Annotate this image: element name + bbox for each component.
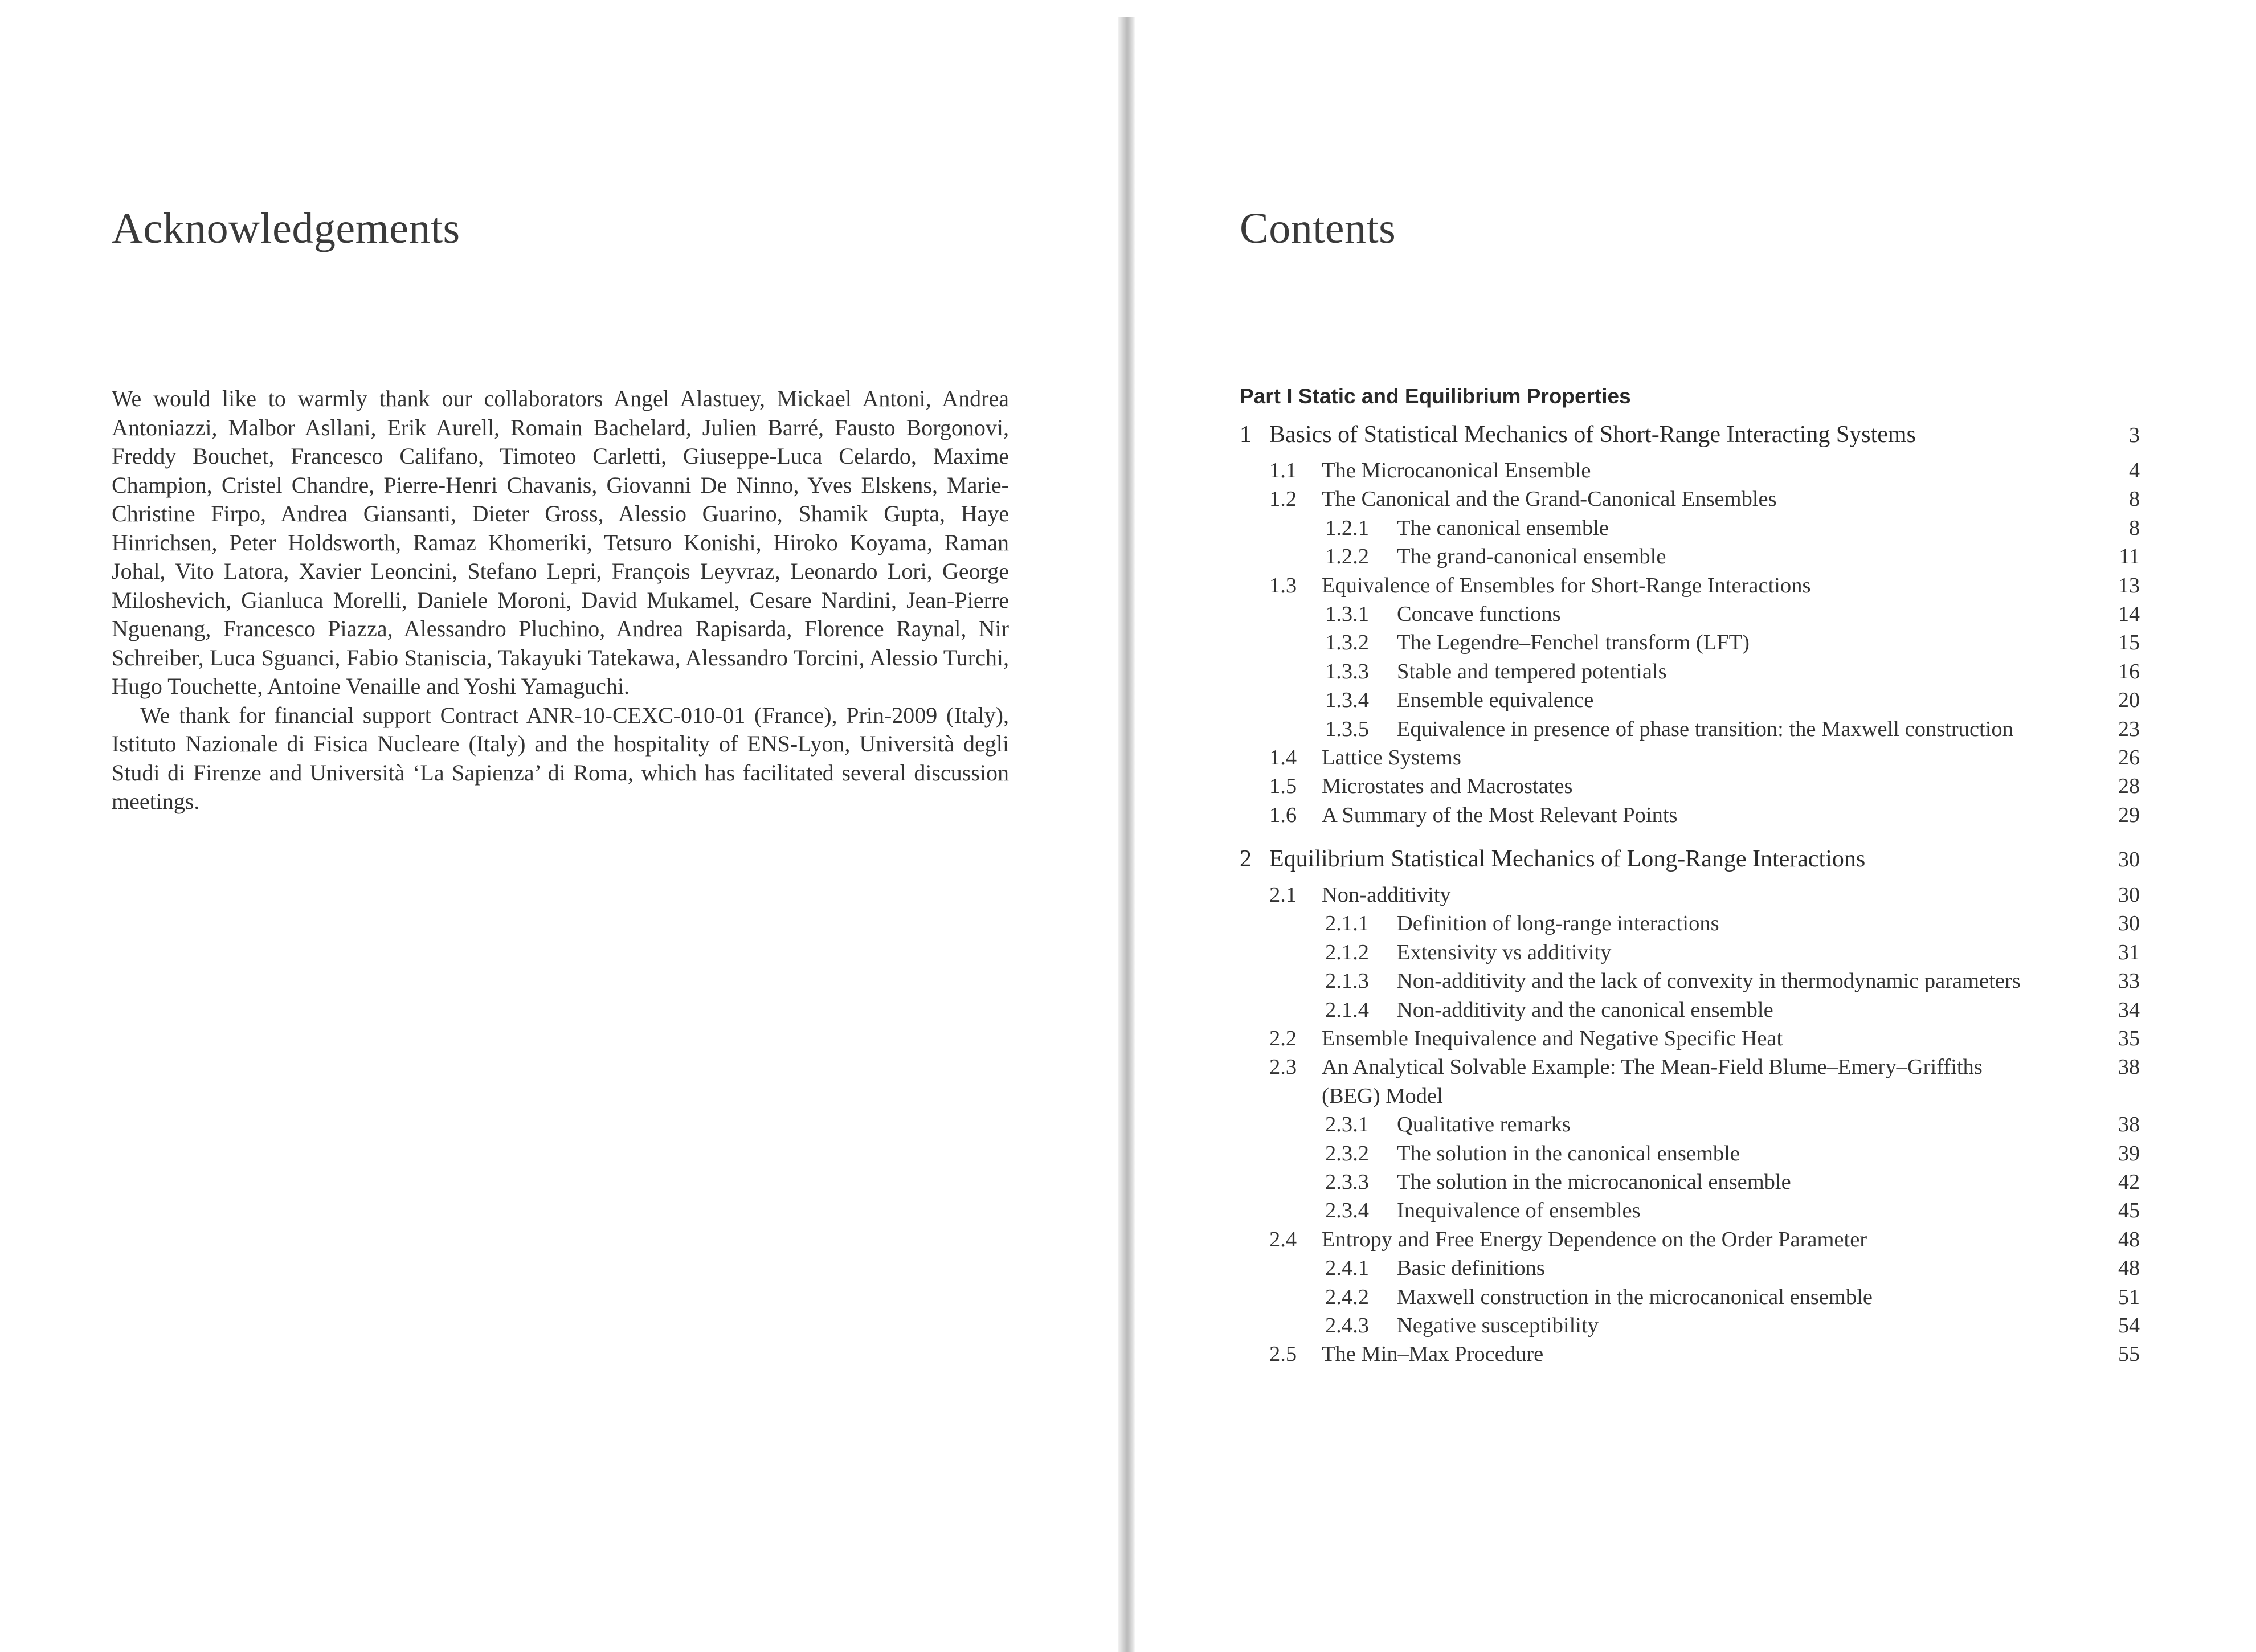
toc-entry-title: The grand-canonical ensemble	[1397, 545, 1666, 569]
toc-section-row[interactable]	[1240, 1225, 2140, 1254]
toc-entry-page: 38	[2118, 1113, 2140, 1137]
toc-entry-number: 1.4	[1269, 745, 1297, 770]
acknowledgements-body	[112, 385, 1009, 816]
toc-section-row[interactable]	[1240, 1340, 2140, 1368]
toc-entry-title: Entropy and Free Energy Dependence on the Order Parameter	[1322, 1227, 1867, 1252]
toc-subsection-row[interactable]	[1240, 715, 2140, 743]
book-spine	[1118, 17, 1135, 1652]
toc-entry-page: 28	[2118, 774, 2140, 799]
toc-entry-page: 34	[2118, 997, 2140, 1022]
toc-subsection-row[interactable]	[1240, 909, 2140, 938]
toc-chapter-page: 30	[2118, 848, 2140, 872]
toc-subsection-row[interactable]	[1240, 514, 2140, 542]
toc-entry-page: 51	[2118, 1285, 2140, 1309]
toc-section-row[interactable]	[1240, 881, 2140, 909]
toc-entry-number: 2.1.3	[1325, 969, 1369, 993]
acknowledgements-heading: Acknowledgements	[112, 205, 460, 252]
toc-subsection-row[interactable]	[1240, 628, 2140, 657]
toc-chapter-row[interactable]	[1240, 421, 2140, 448]
toc-entry-page: 48	[2118, 1256, 2140, 1281]
toc-entry-page: 15	[2118, 631, 2140, 655]
toc-subsection-row[interactable]	[1240, 1168, 2140, 1196]
toc-entry-title: An Analytical Solvable Example: The Mean-Field Blume–Emery–Griffiths (BEG) Model	[1322, 1055, 1983, 1108]
toc-entry-number: 2.4.2	[1325, 1285, 1369, 1309]
toc-entry-page: 11	[2119, 545, 2140, 569]
toc-subsection-row[interactable]	[1240, 1110, 2140, 1139]
toc-entry-title: Microstates and Macrostates	[1322, 774, 1573, 799]
toc-entry-page: 23	[2118, 717, 2140, 741]
toc-entry-title: Extensivity vs additivity	[1397, 940, 1612, 964]
toc-chapter-title: Basics of Statistical Mechanics of Short-Range Interacting Systems	[1269, 422, 1916, 448]
toc-subsection-row[interactable]	[1240, 1254, 2140, 1282]
toc-section-row[interactable]	[1240, 772, 2140, 800]
toc-section-row[interactable]	[1240, 456, 2140, 485]
toc-entry-page: 8	[2129, 487, 2140, 512]
toc-section-row[interactable]	[1240, 801, 2140, 829]
toc-chapter-row[interactable]	[1240, 845, 2140, 873]
toc-entry-page: 30	[2118, 911, 2140, 936]
contents-heading: Contents	[1240, 205, 1396, 252]
toc-entry-page: 42	[2118, 1170, 2140, 1195]
toc-chapter-title: Equilibrium Statistical Mechanics of Long-Range Interactions	[1269, 846, 1866, 873]
toc-entry-title: Non-additivity and the canonical ensemble	[1397, 997, 1773, 1022]
table-of-contents	[1240, 385, 2140, 1369]
toc-entry-number: 1.3.2	[1325, 631, 1369, 655]
toc-entry-title: Ensemble Inequivalence and Negative Specific Heat	[1322, 1027, 1783, 1051]
toc-entry-page: 35	[2118, 1027, 2140, 1051]
toc-entry-page: 54	[2118, 1313, 2140, 1338]
toc-entry-title: Non-additivity and the lack of convexity in thermodynamic parameters	[1397, 969, 2021, 993]
toc-entry-number: 1.3.4	[1325, 688, 1369, 713]
toc-subsection-row[interactable]	[1240, 938, 2140, 967]
toc-entry-title: A Summary of the Most Relevant Points	[1322, 803, 1678, 827]
toc-entry-page: 55	[2118, 1342, 2140, 1367]
toc-entry-page: 14	[2118, 602, 2140, 626]
toc-entry-number: 1.2	[1269, 487, 1297, 512]
toc-entry-number: 1.2.1	[1325, 516, 1369, 540]
toc-entry-number: 1.3.1	[1325, 602, 1369, 626]
toc-entry-page: 29	[2118, 803, 2140, 827]
toc-entry-title: Negative susceptibility	[1397, 1313, 1599, 1338]
toc-section-row[interactable]	[1240, 571, 2140, 600]
toc-entry-number: 2.4	[1269, 1227, 1297, 1252]
toc-entry-title: The Microcanonical Ensemble	[1322, 459, 1591, 482]
toc-entry-number: 2.1.1	[1325, 911, 1369, 936]
toc-entry-page: 16	[2118, 659, 2140, 684]
toc-entry-title: Non-additivity	[1322, 883, 1451, 907]
toc-entry-page: 20	[2118, 688, 2140, 713]
toc-entry-page: 38	[2118, 1055, 2140, 1079]
toc-subsection-row[interactable]	[1240, 657, 2140, 686]
toc-entry-number: 2.3.4	[1325, 1199, 1369, 1223]
toc-subsection-row[interactable]	[1240, 600, 2140, 628]
toc-entry-number: 1.2.2	[1325, 545, 1369, 569]
toc-entry-page: 13	[2118, 573, 2140, 598]
toc-entry-number: 2.1.2	[1325, 940, 1369, 964]
toc-entry-title: Inequivalence of ensembles	[1397, 1199, 1641, 1223]
acknowledgements-paragraph-1: We would like to warmly thank our collaborators Angel Alastuey, Mickael Antoni, Andrea Antoniazzi, Malbor Asllani, Erik Aurell, Romain Bachelard, Julien Barré, Fausto Borgonovi, Freddy Bouchet, Francesco Califano, Timoteo Carletti, Giuseppe-Luca Celardo, Maxime Champion, Cristel Chandre, Pierre-Henri Chavanis, Giovanni De Ninno, Yves Elskens, Marie-Christine Firpo, Andrea Giansanti, Dieter Gross, Alessio Guarino, Shamik Gupta, Haye Hinrichsen, Peter Holdsworth, Ramaz Khomeriki, Tetsuro Konishi, Hiroko Koyama, Raman Johal, Vito Latora, Xavier Leoncini, Stefano Lepri, François Leyvraz, Leonardo Lori, George Miloshevich, Gianluca Morelli, Daniele Moroni, David Mukamel, Cesare Nardini, Jean-Pierre Nguenang, Francesco Piazza, Alessandro Pluchino, Andrea Rapisarda, Florence Raynal, Nir Schreiber, Luca Sguanci, Fabio Staniscia, Takayuki Tatekawa, Alessandro Torcini, Alessio Turchi, Hugo Touchette, Antoine Venaille and Yoshi Yamaguchi.	[112, 386, 1009, 699]
toc-subsection-row[interactable]	[1240, 996, 2140, 1024]
toc-entry-title: Equivalence of Ensembles for Short-Range Interactions	[1322, 573, 1811, 598]
toc-section-row[interactable]	[1240, 743, 2140, 772]
toc-section-row[interactable]	[1240, 485, 2140, 513]
toc-entry-page: 48	[2118, 1227, 2140, 1252]
toc-entry-number: 2.1.4	[1325, 997, 1369, 1022]
toc-chapter-number: 1	[1240, 422, 1252, 448]
toc-entry-title: The Canonical and the Grand-Canonical Ensembles	[1322, 487, 1777, 512]
toc-entry-page: 45	[2118, 1199, 2140, 1223]
part-title: Part I Static and Equilibrium Properties	[1240, 385, 1631, 408]
toc-entry-page: 8	[2129, 516, 2140, 540]
toc-entry-page: 31	[2118, 940, 2140, 964]
toc-entry-title: Lattice Systems	[1322, 745, 1461, 770]
toc-entry-page: 4	[2129, 459, 2140, 482]
toc-entry-title: Definition of long-range interactions	[1397, 911, 1719, 936]
toc-entry-page: 26	[2118, 745, 2140, 770]
toc-subsection-row[interactable]	[1240, 967, 2140, 995]
toc-entry-title: The solution in the canonical ensemble	[1397, 1141, 1740, 1166]
toc-entry-number: 2.5	[1269, 1342, 1297, 1367]
toc-entry-number: 2.4.1	[1325, 1256, 1369, 1281]
toc-section-row[interactable]	[1240, 1053, 2140, 1110]
toc-entry-number: 1.6	[1269, 803, 1297, 827]
toc-entry-number: 1.3	[1269, 573, 1297, 598]
toc-entry-number: 1.5	[1269, 774, 1297, 799]
toc-subsection-row[interactable]	[1240, 1283, 2140, 1311]
toc-entry-title: The canonical ensemble	[1397, 516, 1609, 540]
toc-subsection-row[interactable]	[1240, 686, 2140, 714]
toc-entry-number: 2.2	[1269, 1027, 1297, 1051]
toc-entry-title: Ensemble equivalence	[1397, 688, 1594, 713]
toc-entry-number: 1.3.5	[1325, 717, 1369, 741]
toc-entry-title: The Legendre–Fenchel transform (LFT)	[1397, 631, 1750, 655]
toc-subsection-row[interactable]	[1240, 1196, 2140, 1225]
toc-entry-title: Concave functions	[1397, 602, 1561, 626]
toc-chapter-page: 3	[2129, 423, 2140, 447]
toc-subsection-row[interactable]	[1240, 1139, 2140, 1168]
chapter-gap	[1240, 829, 2140, 842]
toc-subsection-row[interactable]	[1240, 542, 2140, 571]
toc-entry-title: Basic definitions	[1397, 1256, 1545, 1281]
toc-entry-page: 39	[2118, 1141, 2140, 1166]
toc-entry-number: 2.1	[1269, 883, 1297, 907]
toc-entry-title: Stable and tempered potentials	[1397, 659, 1667, 684]
toc-entry-title: Equivalence in presence of phase transition: the Maxwell construction	[1397, 717, 2013, 741]
toc-entry-title: The Min–Max Procedure	[1322, 1342, 1544, 1367]
toc-entry-number: 2.3.2	[1325, 1141, 1369, 1166]
toc-chapter-number: 2	[1240, 846, 1252, 873]
toc-entry-page: 33	[2118, 969, 2140, 993]
toc-section-row[interactable]	[1240, 1024, 2140, 1053]
toc-subsection-row[interactable]	[1240, 1311, 2140, 1340]
toc-entry-number: 2.3	[1269, 1055, 1297, 1079]
toc-entry-title: Maxwell construction in the microcanonical ensemble	[1397, 1285, 1873, 1309]
toc-entry-number: 2.3.1	[1325, 1113, 1369, 1137]
toc-entry-number: 2.4.3	[1325, 1313, 1369, 1338]
toc-entry-number: 2.3.3	[1325, 1170, 1369, 1195]
toc-entry-page: 30	[2118, 883, 2140, 907]
toc-entry-number: 1.3.3	[1325, 659, 1369, 684]
toc-entry-number: 1.1	[1269, 459, 1297, 482]
toc-entry-title: Qualitative remarks	[1397, 1113, 1571, 1137]
toc-entry-title: The solution in the microcanonical ensemble	[1397, 1170, 1791, 1195]
toc-chapters	[1240, 421, 2140, 1369]
acknowledgements-paragraph-2: We thank for financial support Contract ANR-10-CEXC-010-01 (France), Prin-2009 (Italy), Istituto Nazionale di Fisica Nucleare (Italy) and the hospitality of ENS-Lyon, Università degli Studi di Firenze and Università ‘La Sapienza’ di Roma, which has facilitated several discussion meetings.	[112, 702, 1009, 814]
